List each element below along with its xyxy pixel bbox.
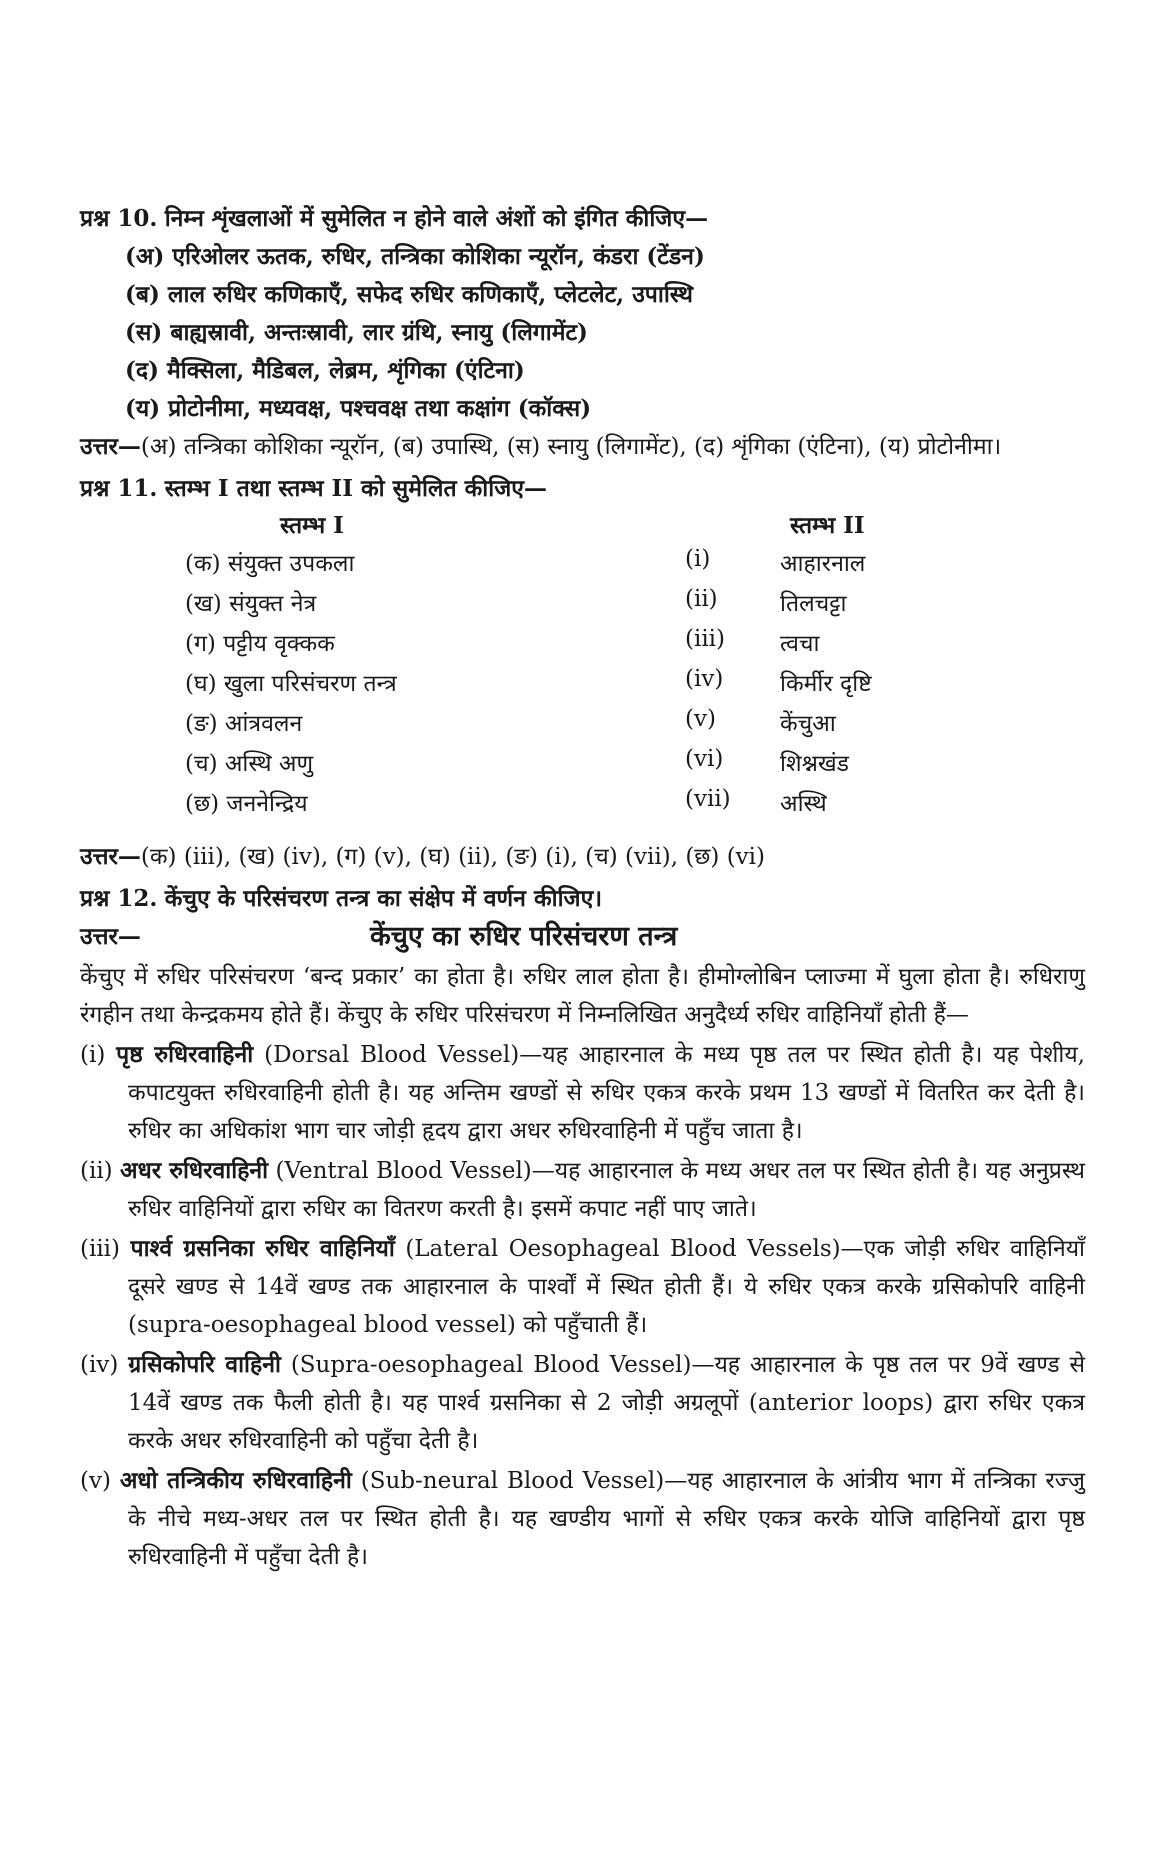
item-english: (Ventral Blood Vessel)— [275,1158,555,1184]
col1-item: (छ) जननेन्द्रिय [185,791,308,817]
item-number: (i) [80,1042,106,1068]
vessel-item [80,1152,1085,1228]
col2-item: अस्थि [780,791,827,817]
item-number: (iv) [80,1352,119,1378]
question-label: प्रश्न 10. [80,205,158,232]
section-heading: केंचुए का रुधिर परिसंचरण तन्त्र [370,921,678,952]
answer-text: (अ) तन्त्रिका कोशिका न्यूरॉन, (ब) उपास्थि, (स) स्नायु (लिगामेंट), (द) शृंगिका (एंटिना), (य) प्रोटोनीमा। [140,434,1002,460]
answer-label: उत्तर— [80,843,141,870]
item-text: यह आहारनाल के मध्य पृष्ठ तल पर स्थित होती है। यह पेशीय, कपाटयुक्त रुधिरवाहिनी होती है। यह अन्तिम खण्डों से रुधिर एकत्र करके प्रथम 13 खण्डों में वितरित कर देती है। रुधिर का अधिकांश भाग चार जोड़ी हृदय द्वारा अधर रुधिरवाहिनी में पहुँच जाता है। [128,1042,1085,1144]
item-number: (iii) [80,1236,121,1262]
col1-item: (ग) पट्टीय वृक्कक [185,631,335,657]
question-label: प्रश्न 11. [80,475,158,502]
item-number: (ii) [80,1158,113,1184]
answer-text: (क) (iii), (ख) (iv), (ग) (v), (घ) (ii), (ङ) (i), (च) (vii), (छ) (vi) [140,844,765,870]
col2-item: आहारनाल [780,551,866,577]
question-label: प्रश्न 12. [80,885,158,912]
item-english: (Sub-neural Blood Vessel)— [360,1468,688,1494]
question-text: केंचुए के परिसंचरण तन्त्र का संक्षेप में वर्णन कीजिए। [164,885,603,912]
item-title: अधो तन्त्रिकीय रुधिरवाहिनी [119,1467,352,1494]
col2-number: (iv) [685,666,724,692]
col2-number: (i) [685,546,711,572]
col2-number: (vii) [685,786,731,812]
col2-number: (v) [685,706,716,732]
col2-item: केंचुआ [780,711,836,737]
item-text: यह आहारनाल के पृष्ठ तल पर 9वें खण्ड से 14वें खण्ड तक फैली होती है। यह पार्श्व ग्रसनिका से 2 जोड़ी अग्रलूपों (anterior loops) द्वारा रुधिर एकत्र करके अधर रुधिरवाहिनी को पहुँचा देती है। [128,1352,1085,1454]
item-text: यह आहारनाल के आंत्रीय भाग में तन्त्रिका रज्जु के नीचे मध्य-अधर तल पर स्थित होती है। यह खण्डीय भागों से रुधिर एकत्र करके योजि वाहिनियों द्वारा पृष्ठ रुधिरवाहिनी में पहुँचा देती है। [128,1468,1085,1570]
vessel-item [80,1230,1085,1344]
col2-item: शिश्नखंड [780,751,849,777]
column-1-heading: स्तम्भ I [280,512,344,539]
question-11 [80,470,1085,508]
question-text: निम्न शृंखलाओं में सुमेलित न होने वाले अंशों को इंगित कीजिए— [164,205,709,232]
col1-item: (क) संयुक्त उपकला [185,551,355,577]
item-text: यह आहारनाल के मध्य अधर तल पर स्थित होती है। यह अनुप्रस्थ रुधिर वाहिनियों द्वारा रुधिर का वितरण करती है। इसमें कपाट नहीं पाए जाते। [128,1158,1086,1222]
answer-10 [80,428,1085,466]
col1-item: (घ) खुला परिसंचरण तन्त्र [185,671,397,697]
item-title: ग्रसिकोपरि वाहिनी [128,1351,281,1378]
column-2-heading: स्तम्भ II [790,512,865,539]
answer-11 [80,838,1085,876]
option-a: (अ) एरिओलर ऊतक, रुधिर, तन्त्रिका कोशिका न्यूरॉन, कंडरा (टेंडन) [125,243,705,270]
item-english: (Lateral Oesophageal Blood Vessels)— [405,1236,864,1262]
item-english: (Supra-oesophageal Blood Vessel)— [290,1352,715,1378]
match-columns [80,508,1085,838]
option-b: (ब) लाल रुधिर कणिकाएँ, सफेद रुधिर कणिकाएँ, प्लेटलेट, उपास्थि [125,281,693,308]
col1-item: (ङ) आंत्रवलन [185,711,303,737]
answer-12-heading-row [80,918,1085,958]
answer-label: उत्तर— [80,433,141,460]
question-10 [80,200,1085,238]
item-title: पार्श्व ग्रसनिका रुधिर वाहिनियाँ [130,1235,395,1262]
col2-number: (vi) [685,746,724,772]
answer-label: उत्तर— [80,923,141,950]
item-title: पृष्ठ रुधिरवाहिनी [116,1041,254,1068]
col2-item: तिलचट्टा [780,591,847,617]
item-number: (v) [80,1468,111,1494]
item-title: अधर रुधिरवाहिनी [120,1157,269,1184]
col2-item: किर्मीर दृष्टि [780,671,872,697]
item-text: एक जोड़ी रुधिर वाहिनियाँ दूसरे खण्ड से 14वें खण्ड तक आहारनाल के पार्श्वों में स्थित होती हैं। ये रुधिर एकत्र करके ग्रसिकोपरि वाहिनी (supra-oesophageal blood vessel) को पहुँचाती हैं। [128,1236,1086,1338]
col1-item: (ख) संयुक्त नेत्र [185,591,317,617]
option-e: (य) प्रोटोनीमा, मध्यवक्ष, पश्चवक्ष तथा कक्षांग (कॉक्स) [125,395,592,422]
col2-item: त्वचा [780,631,820,657]
intro-paragraph: केंचुए में रुधिर परिसंचरण ‘बन्द प्रकार’ का होता है। रुधिर लाल होता है। हीमोग्लोबिन प्लाज्मा में घुला होता है। रुधिराणु रंगहीन तथा केन्द्रकमय होते हैं। केंचुए के रुधिर परिसंचरण में निम्नलिखित अनुदैर्ध्य रुधिर वाहिनियाँ होती हैं— [80,964,1085,1028]
question-12 [80,880,1085,918]
vessel-item [80,1462,1085,1576]
col2-number: (ii) [685,586,718,612]
item-english: (Dorsal Blood Vessel)— [264,1042,543,1068]
option-c: (स) बाह्यस्रावी, अन्तःस्रावी, लार ग्रंथि, स्नायु (लिगामेंट) [125,319,588,346]
textbook-page [80,200,1085,1576]
vessel-item [80,1036,1085,1150]
option-d: (द) मैक्सिला, मैडिबल, लेब्रम, शृंगिका (एंटिना) [125,357,525,384]
question-text: स्तम्भ I तथा स्तम्भ II को सुमेलित कीजिए— [164,475,547,502]
vessel-item [80,1346,1085,1460]
col2-number: (iii) [685,626,726,652]
col1-item: (च) अस्थि अणु [185,751,314,777]
